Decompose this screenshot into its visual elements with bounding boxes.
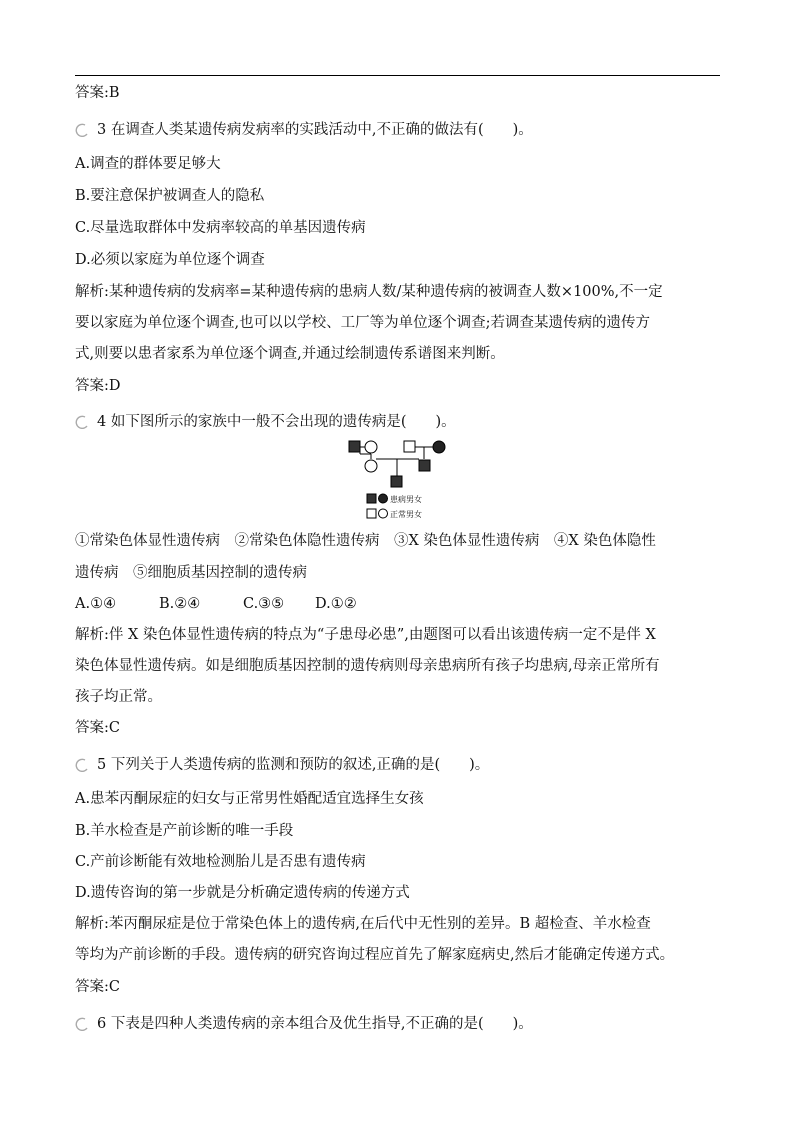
q3-option-c: C.尽量选取群体中发病率较高的单基因遗传病 bbox=[75, 220, 366, 236]
q4-option-d: D.①② bbox=[315, 596, 357, 612]
question-6 bbox=[75, 1014, 725, 1034]
normal-male-symbol bbox=[404, 441, 415, 452]
legend-affected-male bbox=[367, 494, 376, 503]
affected-male-symbol bbox=[391, 476, 402, 487]
q5-option-d: D.遗传咨询的第一步就是分析确定遗传病的传递方式 bbox=[75, 885, 410, 901]
q4-analysis-line-1: 解析:伴 X 染色体显性遗传病的特点为“子患母必患”,由题图可以看出该遗传病一定不是伴 X bbox=[75, 627, 656, 643]
question-5-stem: 5 下列关于人类遗传病的监测和预防的叙述,正确的是( )。 bbox=[97, 757, 490, 773]
q5-analysis-line-1: 解析:苯丙酮尿症是位于常染色体上的遗传病,在后代中无性别的差异。B 超检查、羊水检查 bbox=[75, 916, 651, 932]
answer-q5: 答案:C bbox=[75, 979, 120, 995]
affected-male-symbol bbox=[419, 460, 430, 471]
q5-analysis-line-2: 等均为产前诊断的手段。遗传病的研究咨询过程应首先了解家庭病史,然后才能确定传递方式。 bbox=[75, 947, 675, 963]
q3-option-a: A.调查的群体要足够大 bbox=[75, 156, 221, 172]
question-3 bbox=[75, 120, 725, 140]
question-3-stem: 3 在调查人类某遗传病发病率的实践活动中,不正确的做法有( )。 bbox=[97, 122, 533, 138]
question-6-stem: 6 下表是四种人类遗传病的亲本组合及优生指导,不正确的是( )。 bbox=[97, 1016, 533, 1032]
q3-option-b: B.要注意保护被调查人的隐私 bbox=[75, 188, 265, 204]
answer-q3: 答案:D bbox=[75, 378, 121, 394]
normal-female-symbol bbox=[365, 460, 377, 472]
legend-affected-label: 患病男女 bbox=[390, 495, 422, 504]
q4-option-b: B.②④ bbox=[159, 596, 201, 612]
question-mark-icon bbox=[75, 758, 89, 772]
q3-analysis-line-1: 解析:某种遗传病的发病率=某种遗传病的患病人数/某种遗传病的被调查人数×100%,不一定 bbox=[75, 284, 663, 300]
q4-option-a: A.①④ bbox=[75, 596, 117, 612]
question-mark-icon bbox=[75, 123, 89, 137]
q4-choices-line-1: ①常染色体显性遗传病 ②常染色体隐性遗传病 ③X 染色体显性遗传病 ④X 染色体隐性 bbox=[75, 533, 656, 549]
q4-choices-line-2: 遗传病 ⑤细胞质基因控制的遗传病 bbox=[75, 565, 307, 581]
q4-option-c: C.③⑤ bbox=[243, 596, 285, 612]
question-mark-icon bbox=[75, 1017, 89, 1031]
legend-normal-male bbox=[367, 509, 376, 518]
affected-female-symbol bbox=[433, 441, 445, 453]
q5-option-a: A.患苯丙酮尿症的妇女与正常男性婚配适宜选择生女孩 bbox=[75, 791, 424, 807]
affected-male-symbol bbox=[349, 441, 360, 452]
q3-option-d: D.必须以家庭为单位逐个调查 bbox=[75, 252, 265, 268]
q3-analysis-line-3: 式,则要以患者家系为单位逐个调查,并通过绘制遗传系谱图来判断。 bbox=[75, 346, 505, 362]
question-5 bbox=[75, 755, 725, 775]
q5-option-c: C.产前诊断能有效地检测胎儿是否患有遗传病 bbox=[75, 854, 366, 870]
question-4-stem: 4 如下图所示的家族中一般不会出现的遗传病是( )。 bbox=[97, 414, 456, 430]
legend-normal-female bbox=[379, 509, 388, 518]
pedigree-diagram bbox=[340, 432, 460, 528]
answer-q2: 答案:B bbox=[75, 85, 120, 101]
q5-option-b: B.羊水检查是产前诊断的唯一手段 bbox=[75, 823, 294, 839]
question-4 bbox=[75, 412, 725, 432]
question-mark-icon bbox=[75, 415, 89, 429]
answer-q4: 答案:C bbox=[75, 720, 120, 736]
normal-female-symbol bbox=[365, 441, 377, 453]
q3-analysis-line-2: 要以家庭为单位逐个调查,也可以以学校、工厂等为单位逐个调查;若调查某遗传病的遗传方 bbox=[75, 315, 650, 331]
legend-affected-female bbox=[379, 494, 388, 503]
legend-normal-label: 正常男女 bbox=[390, 510, 422, 519]
q4-analysis-line-3: 孩子均正常。 bbox=[75, 689, 162, 705]
q4-options bbox=[75, 594, 725, 614]
q4-analysis-line-2: 染色体显性遗传病。如是细胞质基因控制的遗传病则母亲患病所有孩子均患病,母亲正常所有 bbox=[75, 658, 660, 674]
header-rule bbox=[75, 75, 720, 76]
